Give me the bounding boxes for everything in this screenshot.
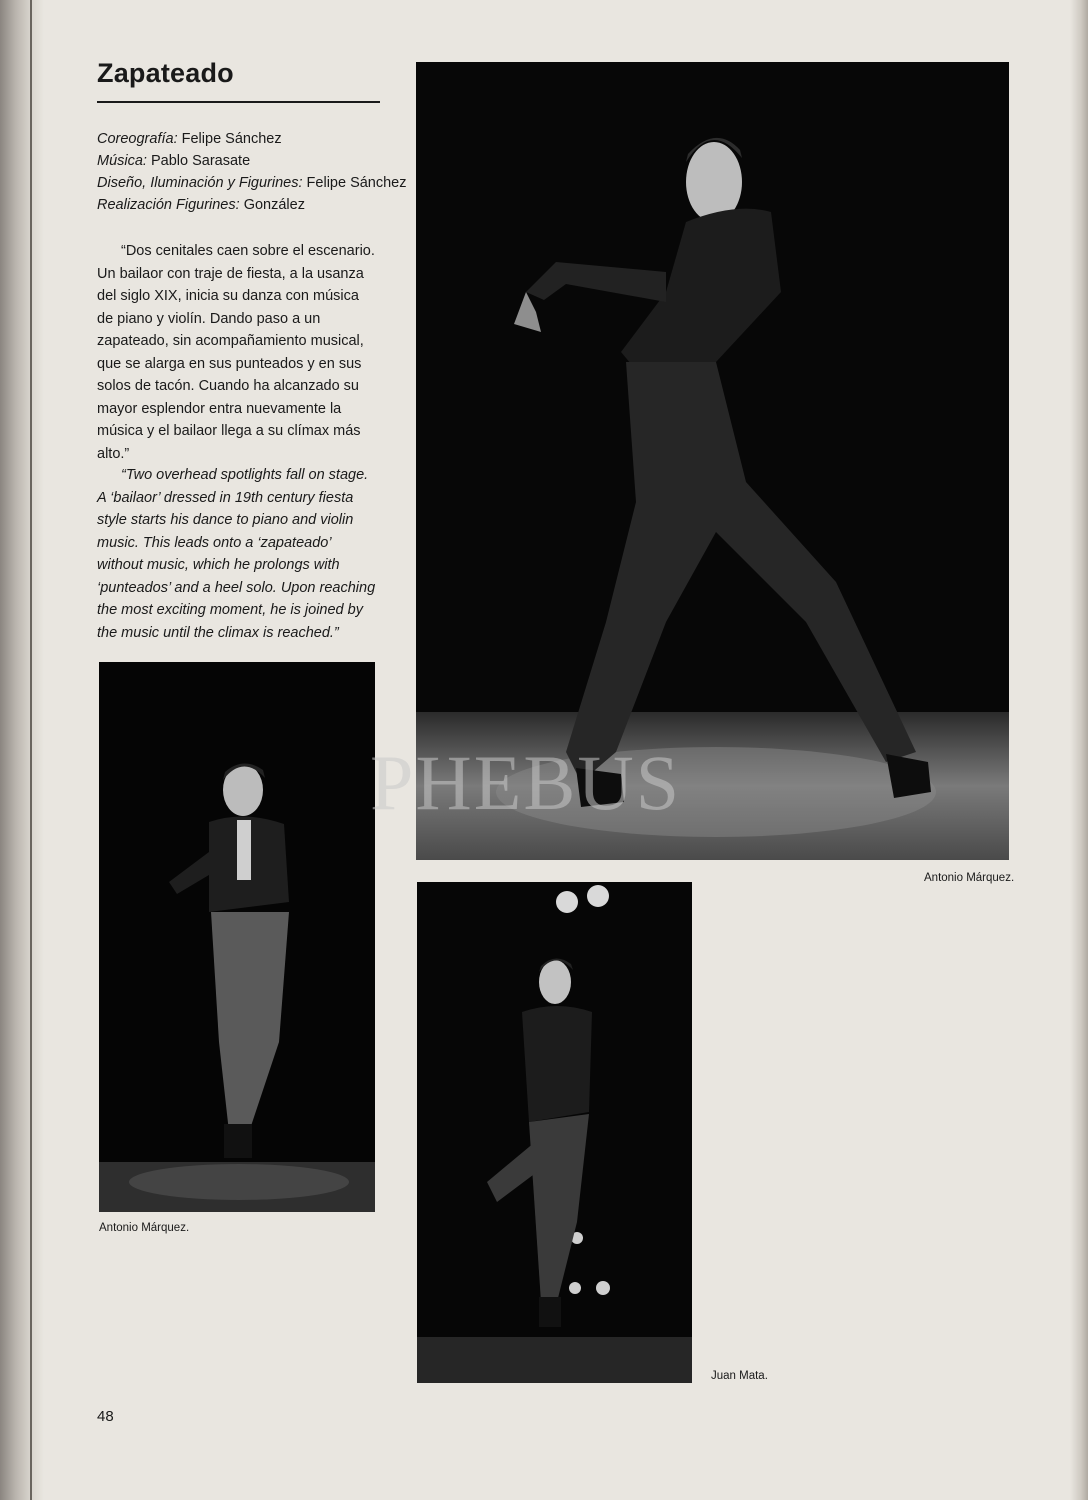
- spine-line: [30, 0, 32, 1500]
- credit-role: Diseño, Iluminación y Figurines:: [97, 175, 303, 191]
- credit-name: Felipe Sánchez: [306, 175, 407, 191]
- english-description: “Two overhead spotlights fall on stage. A ‘bailaor’ dressed in 19th century fiesta style starts his dance to piano and violin music. This leads onto a ‘zapateado’ without music, which he prolongs with ‘punteados’ and a heel solo. Upon reaching the most exciting moment, he is joined by the music until the climax is reached.”: [97, 467, 376, 641]
- page-edge-shadow: [1070, 0, 1088, 1500]
- page-title: Zapateado: [97, 58, 234, 88]
- credits-list: [97, 128, 407, 216]
- credit-role: Realización Figurines:: [97, 197, 240, 213]
- credit-design: [97, 172, 407, 194]
- credit-music: [97, 150, 407, 172]
- dancer-figure-illustration: [99, 662, 375, 1212]
- watermark: PHEBUS: [370, 739, 682, 826]
- credit-name: Felipe Sánchez: [181, 131, 282, 147]
- credit-name: González: [243, 197, 305, 213]
- credit-role: Música:: [97, 153, 147, 169]
- page-number: 48: [97, 1408, 114, 1425]
- credit-name: Pablo Sarasate: [151, 153, 251, 169]
- dancer-figure-illustration: [417, 882, 692, 1383]
- credit-costume-making: [97, 194, 407, 216]
- bottom-dancer-photo: [417, 882, 692, 1383]
- credit-role: Coreografía:: [97, 131, 178, 147]
- main-photo-caption: Antonio Márquez.: [924, 872, 1015, 884]
- spanish-description: “Dos cenitales caen sobre el escenario. Un bailaor con traje de fiesta, a la usanza del siglo XIX, inicia su danza con música de piano y violín. Dando paso a un zapateado, sin acompañamiento musical, que se alarga en sus punteados y en sus solos de tacón. Cuando ha alcanzado su mayor esplendor entra nuevamente la música y el bailaor llega a su clímax más alto.”: [97, 243, 375, 462]
- left-dancer-photo: [99, 662, 375, 1212]
- bottom-photo-caption: Juan Mata.: [711, 1370, 768, 1382]
- book-binding-shadow: [0, 0, 44, 1500]
- credit-choreography: [97, 128, 407, 150]
- left-photo-caption: Antonio Márquez.: [99, 1222, 190, 1234]
- title-rule: [97, 101, 380, 103]
